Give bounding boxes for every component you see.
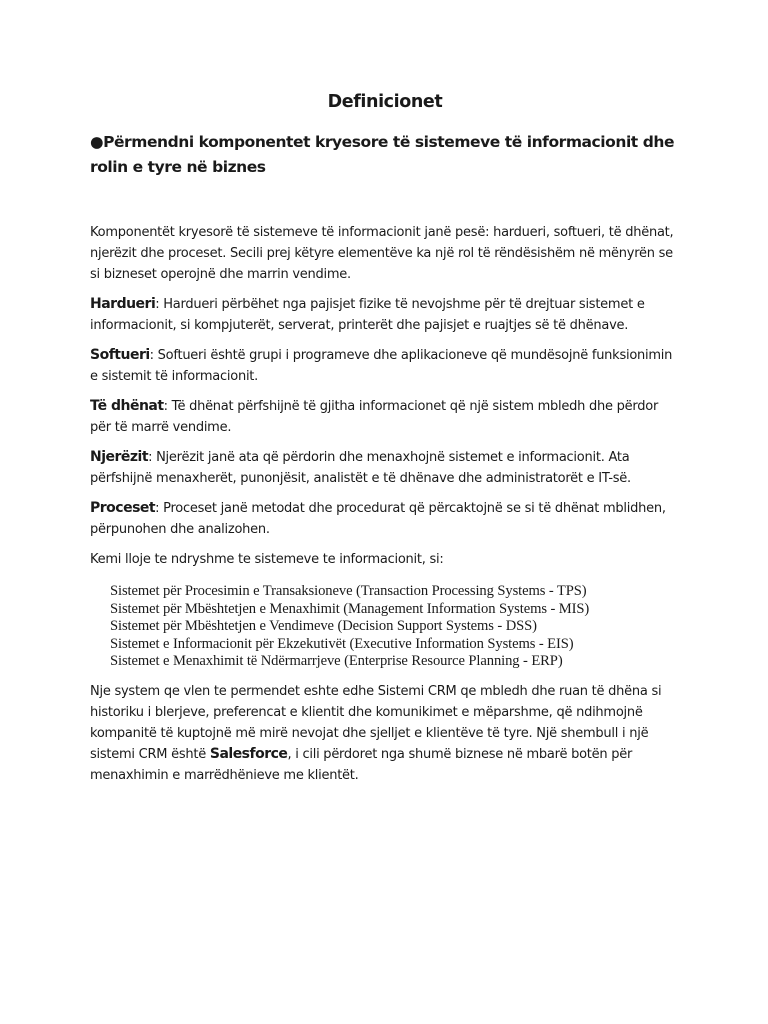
component-paragraph-software — [90, 345, 680, 387]
component-term: Të dhënat — [90, 398, 164, 414]
list-item: Sistemet e Menaxhimit të Ndërmarrjeve (Enterprise Resource Planning - ERP) — [110, 653, 563, 670]
list-item: Sistemet për Mbështetjen e Menaxhimit (Management Information Systems - MIS) — [110, 600, 590, 617]
component-paragraph-processes — [90, 498, 680, 540]
component-description: Proceset janë metodat dhe procedurat që përcaktojnë se si të dhënat mblidhen, përpunohen dhe analizohen. — [90, 501, 666, 537]
component-description: Njerëzit janë ata që përdorin dhe menaxhojnë sistemet e informacionit. Ata përfshijnë menaxherët, punonjësit, analistët e të dhënave dhe administratorët e IT-së. — [90, 450, 631, 486]
crm-text: Nje system qe vlen te permendet eshte edhe Sistemi CRM qe mbledh dhe ruan të dhëna si historiku i blerjeve, preferencat e klientit dhe komunikimet e mëparshme, që ndihmojnë kompanitë të kuptojnë më mirë nevojat dhe sjelljet e klientëve të tyre. Një shembull i një sistemi CRM është — [90, 683, 662, 762]
component-description: Softueri është grupi i programeve dhe aplikacioneve që mundësojnë funksionimin e sistemit të informacionit. — [90, 348, 673, 384]
component-term: Softueri — [90, 347, 150, 363]
component-separator: : — [149, 348, 158, 363]
types-intro-paragraph: Kemi lloje te ndryshme te sistemeve te informacionit, si: — [90, 552, 444, 567]
intro-paragraph: Komponentët kryesorë të sistemeve të informacionit janë pesë: hardueri, softueri, të dhënat, njerëzit dhe proceset. Secili prej këtyre elementëve ka një rol të rëndësishëm në mënyrën se si bizneset operojnë dhe marrin vendime. — [90, 225, 674, 282]
section-heading: ●Përmendni komponentet kryesore të sistemeve të informacionit dhe rolin e tyre në biznes — [90, 133, 675, 176]
component-separator: : — [163, 399, 172, 414]
crm-example-name: Salesforce — [209, 745, 288, 762]
component-paragraph-hardware — [90, 294, 680, 336]
component-separator: : — [148, 450, 157, 465]
component-term: Proceset — [90, 500, 156, 516]
component-term: Hardueri — [90, 296, 156, 312]
system-types-list — [110, 583, 680, 671]
component-paragraph-data — [90, 396, 680, 438]
component-separator: : — [155, 501, 164, 516]
component-description: Hardueri përbëhet nga pajisjet fizike të nevojshme për të drejtuar sistemet e informacionit, si kompjuterët, serverat, printerët dhe pajisjet e ruajtjes së të dhënave. — [90, 297, 645, 333]
component-term: Njerëzit — [90, 449, 149, 465]
crm-paragraph — [90, 681, 680, 786]
component-separator: : — [155, 297, 164, 312]
crm-text-end: , i cili përdoret nga shumë biznese në mbarë botën për menaxhimin e marrëdhënieve me klientët. — [90, 746, 633, 783]
component-paragraph-people — [90, 447, 680, 489]
list-item: Sistemet e Informacionit për Ekzekutivët (Executive Information Systems - EIS) — [110, 635, 574, 652]
list-item: Sistemet për Mbështetjen e Vendimeve (Decision Support Systems - DSS) — [110, 618, 537, 635]
document-body — [90, 222, 680, 795]
document-title: Definicionet — [327, 92, 443, 112]
list-item: Sistemet për Procesimin e Transaksioneve (Transaction Processing Systems - TPS) — [110, 583, 587, 599]
component-description: Të dhënat përfshijnë të gjitha informacionet që një sistem mbledh dhe përdor për të marrë vendime. — [90, 399, 659, 435]
